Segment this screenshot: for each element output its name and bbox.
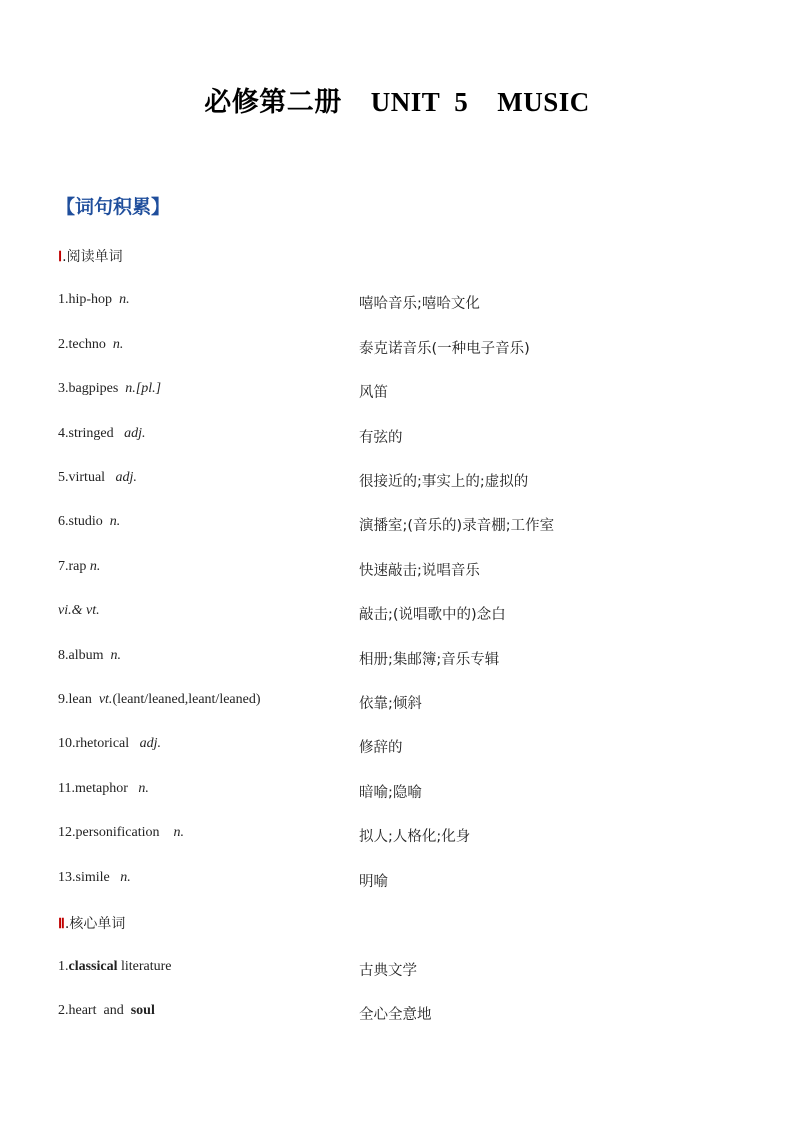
vocab-row <box>0 781 794 803</box>
vocab-row <box>0 825 794 847</box>
vocab-row <box>0 692 794 714</box>
vocab-meaning: 相册;集邮簿;音乐专辑 <box>359 652 500 668</box>
vocab-meaning: 嘻哈音乐;嘻哈文化 <box>359 296 480 312</box>
vocab-row <box>0 514 794 536</box>
vocab-meaning: 全心全意地 <box>359 1007 432 1023</box>
vocab-meaning: 依靠;倾斜 <box>359 696 422 712</box>
vocab-meaning: 明喻 <box>359 874 388 890</box>
vocab-meaning: 敲击;(说唱歌中的)念白 <box>359 607 506 623</box>
vocab-term: vi.& vt. <box>58 603 100 618</box>
subsection-label: .核心单词 <box>64 916 126 932</box>
vocab-term: 2.heart and soul <box>58 1003 155 1018</box>
vocab-meaning: 有弦的 <box>359 430 403 446</box>
vocab-term: 5.virtual adj. <box>58 470 137 485</box>
vocab-row <box>0 736 794 758</box>
vocab-row <box>0 648 794 670</box>
vocab-meaning: 很接近的;事实上的;虚拟的 <box>359 474 529 490</box>
vocab-row <box>0 470 794 492</box>
vocab-meaning: 暗喻;隐喻 <box>359 785 422 801</box>
subsection-label: .阅读单词 <box>62 249 123 265</box>
vocab-meaning: 古典文学 <box>359 963 417 979</box>
vocab-term: 12.personification n. <box>58 825 184 840</box>
vocab-row <box>0 1003 794 1025</box>
vocab-term: 13.simile n. <box>58 870 131 885</box>
subsection-heading-reading-words <box>58 246 123 266</box>
roman-numeral: Ⅰ <box>58 250 63 265</box>
vocab-term: 11.metaphor n. <box>58 781 149 796</box>
vocab-row <box>0 426 794 448</box>
vocab-term: 10.rhetorical adj. <box>58 736 162 751</box>
vocab-row <box>0 381 794 403</box>
roman-numeral: Ⅱ <box>58 917 65 932</box>
section-heading: 【词句积累】 <box>56 196 171 218</box>
vocab-row <box>0 337 794 359</box>
page-title: 必修第二册 UNIT 5 MUSIC <box>204 87 590 117</box>
vocab-term: 3.bagpipes n.[pl.] <box>58 381 162 396</box>
vocab-row <box>0 603 794 625</box>
vocab-meaning: 泰克诺音乐(一种电子音乐) <box>359 341 530 357</box>
vocab-term: 1.hip-hop n. <box>58 292 130 307</box>
vocab-meaning: 修辞的 <box>359 740 403 756</box>
vocab-term: 4.stringed adj. <box>58 426 146 441</box>
vocab-term: 9.lean vt.(leant/leaned,leant/leaned) <box>58 692 261 707</box>
vocab-meaning: 风笛 <box>359 385 388 401</box>
vocab-meaning: 快速敲击;说唱音乐 <box>359 563 480 579</box>
vocab-term: 1.classical literature <box>58 959 172 974</box>
vocab-term: 2.techno n. <box>58 337 124 352</box>
vocab-row <box>0 870 794 892</box>
vocab-meaning: 演播室;(音乐的)录音棚;工作室 <box>359 518 555 534</box>
vocab-row <box>0 292 794 314</box>
subsection-heading-core-words <box>58 913 125 933</box>
vocab-term: 8.album n. <box>58 648 121 663</box>
vocab-meaning: 拟人;人格化;化身 <box>359 829 471 845</box>
vocab-term: 7.rap n. <box>58 559 101 574</box>
vocab-row <box>0 559 794 581</box>
vocab-row <box>0 959 794 981</box>
vocab-term: 6.studio n. <box>58 514 121 529</box>
